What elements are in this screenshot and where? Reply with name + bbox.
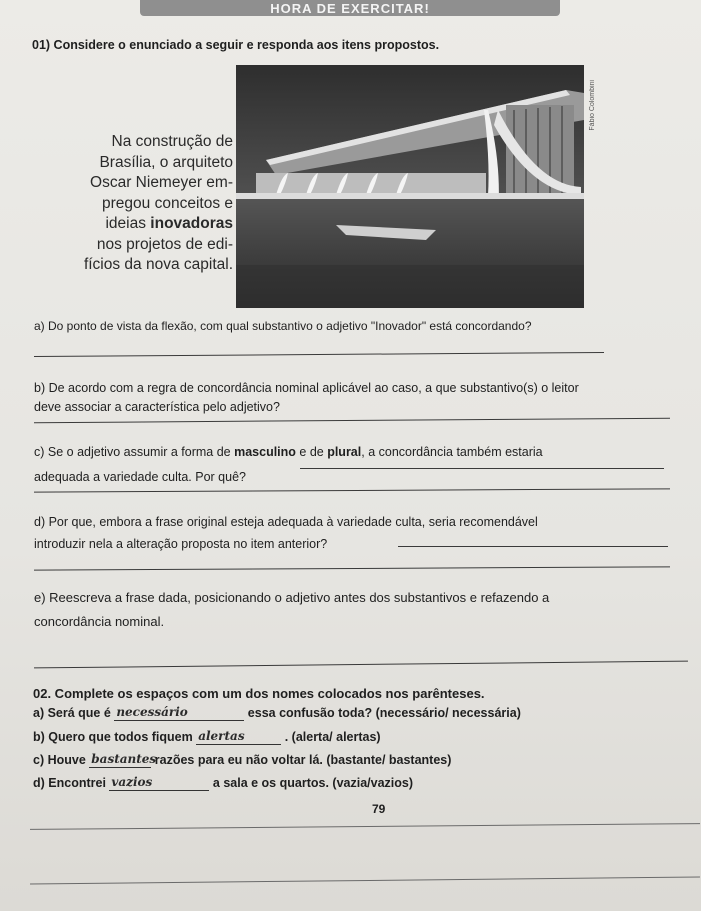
answer-blank[interactable] — [114, 706, 244, 721]
notebook-line — [30, 876, 700, 884]
item-c-text-line2: adequada a variedade culta. Por quê? — [34, 470, 246, 484]
answer-line[interactable] — [398, 546, 668, 547]
excerpt-line: ideias inovadoras — [105, 215, 233, 232]
answer-line[interactable] — [34, 661, 688, 669]
question-2-title: 02. Complete os espaços com um dos nomes colocados nos parênteses. — [33, 686, 485, 701]
item-d-text-line1: d) Por que, embora a frase original esteja adequada à variedade culta, seria recomendável — [34, 515, 538, 529]
item-e-text-line2: concordância nominal. — [34, 614, 165, 629]
excerpt-line: Brasília, o arquiteto — [99, 153, 233, 171]
q2-item-b: b) Quero que todos fiquem alertas . (alerta/ alertas) — [33, 729, 381, 744]
answer-line[interactable] — [300, 468, 664, 469]
excerpt-line: Oscar Niemeyer em- — [90, 174, 233, 191]
excerpt-line: fícios da nova capital. — [83, 256, 233, 273]
excerpt-line: pregou conceitos e — [102, 194, 233, 212]
handwritten-answer: vazios — [111, 775, 153, 789]
q2-item-a: a) Será que é necessário essa confusão toda? (necessário/ necessária) — [33, 705, 521, 720]
answer-blank[interactable] — [109, 776, 209, 791]
item-a-text: a) Do ponto de vista da flexão, com qual substantivo o adjetivo "Inovador" está concordando? — [34, 319, 532, 333]
answer-line[interactable] — [34, 352, 604, 357]
q2-item-d: d) Encontrei vazios a sala e os quartos. (vazia/vazios) — [33, 775, 413, 790]
page-number: 79 — [372, 802, 386, 816]
question-1-title: 01) Considere o enunciado a seguir e responda aos itens propostos. — [32, 38, 440, 52]
photo-illustration — [236, 65, 584, 308]
handwritten-answer: bastantes — [91, 752, 157, 766]
answer-line[interactable] — [34, 418, 670, 423]
excerpt-line: Na construção de — [111, 133, 233, 150]
answer-blank[interactable] — [196, 730, 281, 745]
header-title: HORA DE EXERCITAR! — [270, 1, 430, 16]
excerpt-line: nos projetos de edi- — [96, 235, 233, 253]
brasilia-photo — [236, 65, 584, 308]
q2-item-c: c) Houve bastantes razões para eu não voltar lá. (bastante/ bastantes) — [33, 752, 452, 767]
item-c-text-line1: c) Se o adjetivo assumir a forma de masculino e de plural, a concordância também estaria — [34, 445, 543, 459]
item-b-text-line1: b) De acordo com a regra de concordância nominal aplicável ao caso, a que substantivo(s) o leitor — [34, 381, 579, 395]
header-banner — [140, 0, 560, 16]
answer-line[interactable] — [34, 488, 670, 492]
notebook-line — [30, 823, 700, 830]
item-b-text-line2: deve associar a característica pelo adjetivo? — [34, 400, 280, 414]
item-d-text-line2: introduzir nela a alteração proposta no item anterior? — [34, 537, 328, 551]
handwritten-answer: alertas — [198, 729, 245, 743]
answer-line[interactable] — [34, 566, 670, 570]
handwritten-answer: necessário — [116, 705, 188, 719]
text-excerpt — [33, 132, 233, 276]
answer-blank[interactable] — [89, 752, 157, 768]
item-e-text-line1: e) Reescreva a frase dada, posicionando o adjetivo antes dos substantivos e refazendo a — [34, 590, 550, 605]
photo-credit: Fábio Colombini — [589, 80, 596, 131]
